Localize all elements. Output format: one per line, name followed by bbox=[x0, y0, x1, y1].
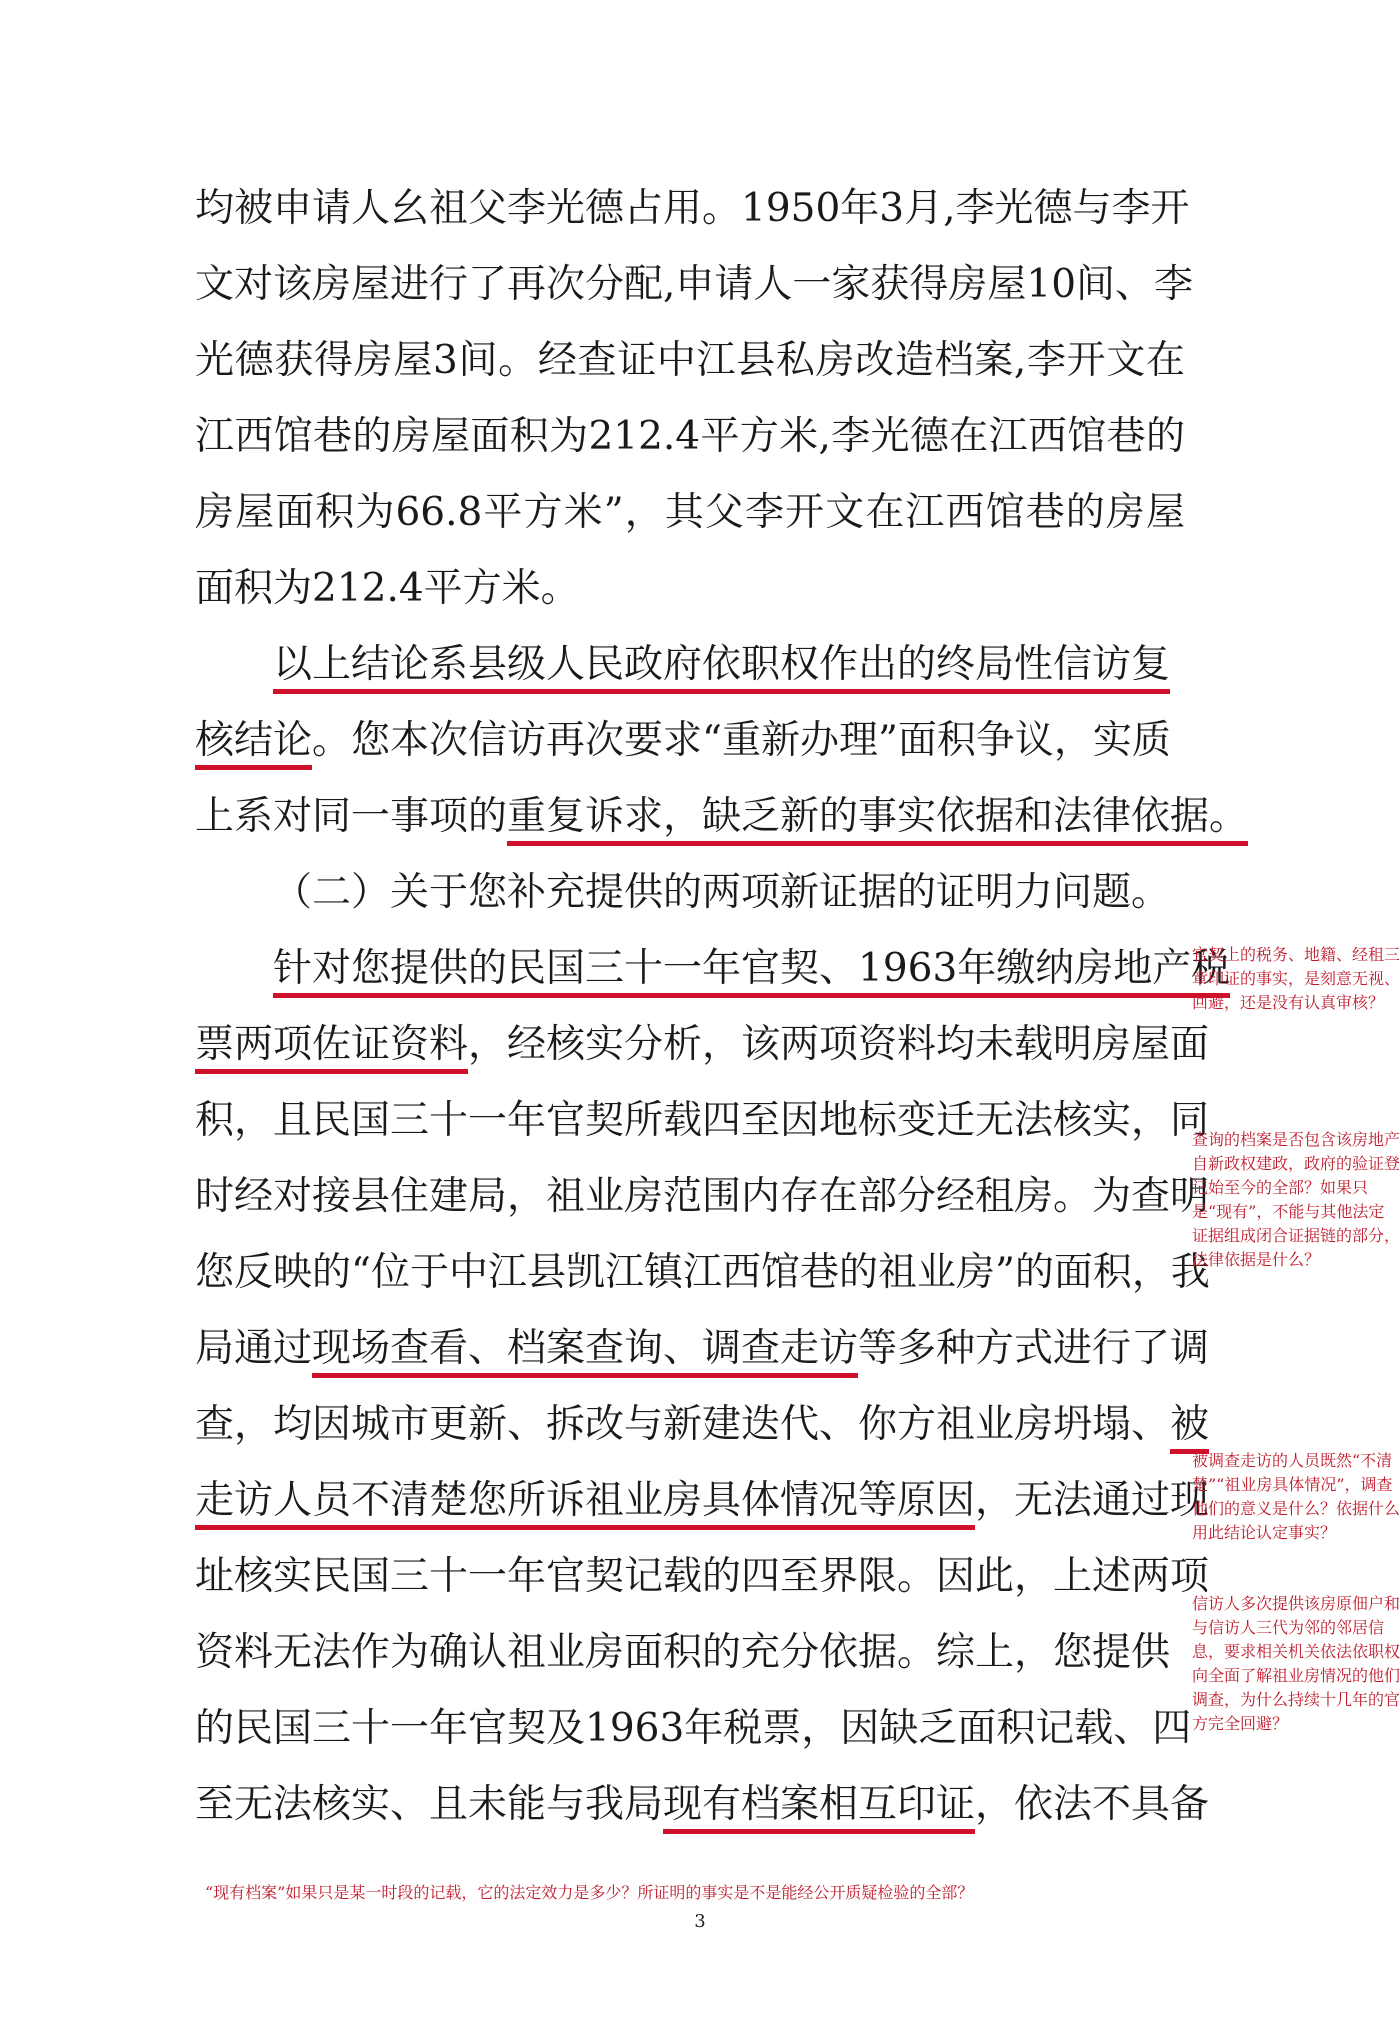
underlined-phrase: 走访人员不清楚您所诉祖业房具体情况等原因 bbox=[195, 1478, 975, 1530]
body-text: 。您本次信访再次要求“重新办理”面积争议，实质 bbox=[312, 718, 1171, 763]
body-line: 房屋面积为66.8平方米”，其父李开文在江西馆巷的房屋 bbox=[195, 490, 1185, 535]
body-line bbox=[195, 1323, 1210, 1375]
body-line bbox=[195, 715, 1185, 767]
body-line bbox=[195, 1019, 1210, 1071]
margin-annotation: 查询的档案是否包含该房地产自新政权建政，政府的验证登记始至今的全部？如果只是“现有”，不能与其他法定证据组成闭合证据链的部分，法律依据是什么？ bbox=[1192, 1130, 1400, 1269]
body-text: 上系对同一事项的 bbox=[195, 794, 508, 839]
body-line bbox=[273, 943, 1231, 995]
body-line bbox=[195, 1475, 1210, 1527]
underlined-phrase: 现场查看、档案查询、调查走访 bbox=[312, 1326, 858, 1378]
body-text: ，经核实分析，该两项资料均未载明房屋面 bbox=[468, 1022, 1210, 1067]
body-line: 光德获得房屋3间。经查证中江县私房改造档案,李开文在 bbox=[195, 338, 1185, 383]
margin-annotation: 被调查走访的人员既然“不清楚”“祖业房具体情况”，调查他们的意义是什么？依据什么用此结论认定事实？ bbox=[1192, 1451, 1400, 1542]
body-line: 时经对接县住建局，祖业房范围内存在部分经租房。为查明 bbox=[195, 1174, 1210, 1219]
body-line: 资料无法作为确认祖业房面积的充分依据。综上，您提供 bbox=[195, 1630, 1171, 1675]
body-line bbox=[195, 1399, 1210, 1451]
underlined-phrase: 重复诉求，缺乏新的事实依据和法律依据。 bbox=[507, 794, 1248, 846]
margin-annotation: 信访人多次提供该房原佃户和与信访人三代为邻的邻居信息，要求相关机关依法依职权向全面了解祖业房情况的他们调查，为什么持续十几年的官方完全回避？ bbox=[1192, 1594, 1400, 1733]
body-text: 至无法核实、且未能与我局 bbox=[195, 1782, 664, 1827]
body-line: 均被申请人幺祖父李光德占用。1950年3月,李光德与李开 bbox=[195, 186, 1190, 231]
underlined-phrase: 针对您提供的民国三十一年官契、1963年缴纳房地产税 bbox=[273, 946, 1230, 998]
body-line: 积，且民国三十一年官契所载四至因地标变迁无法核实，同 bbox=[195, 1098, 1210, 1143]
body-text: ，无法通过现 bbox=[975, 1478, 1210, 1523]
body-text: 查，均因城市更新、拆改与新建迭代、你方祖业房坍塌、 bbox=[195, 1402, 1171, 1447]
body-line bbox=[273, 639, 1173, 691]
body-text: 等多种方式进行了调 bbox=[858, 1326, 1210, 1371]
body-text: 局通过 bbox=[195, 1326, 313, 1371]
underlined-phrase: 票两项佐证资料 bbox=[195, 1022, 468, 1074]
margin-annotation: 官契上的税务、地籍、经租三章印证的事实，是刻意无视、回避，还是没有认真审核？ bbox=[1192, 945, 1400, 1012]
underlined-phrase: 现有档案相互印证 bbox=[663, 1782, 975, 1834]
body-line: 址核实民国三十一年官契记载的四至界限。因此，上述两项 bbox=[195, 1554, 1210, 1599]
underlined-phrase: 被 bbox=[1170, 1402, 1209, 1454]
body-line: 您反映的“位于中江县凯江镇江西馆巷的祖业房”的面积，我 bbox=[195, 1250, 1210, 1295]
footer-annotation: “现有档案”如果只是某一时段的记载，它的法定效力是多少？所证明的事实是不是能经公开质疑检验的全部？ bbox=[205, 1883, 974, 1902]
body-line: 的民国三十一年官契及1963年税票，因缺乏面积记载、四 bbox=[195, 1706, 1192, 1751]
underlined-phrase: 核结论 bbox=[195, 718, 312, 770]
page-number: 3 bbox=[694, 1911, 706, 1932]
section-heading: （二）关于您补充提供的两项新证据的证明力问题。 bbox=[273, 870, 1171, 915]
body-line bbox=[195, 1779, 1210, 1831]
underlined-phrase: 以上结论系县级人民政府依职权作出的终局性信访复 bbox=[273, 642, 1170, 694]
body-line bbox=[195, 791, 1249, 843]
body-text: ，依法不具备 bbox=[975, 1782, 1210, 1827]
body-line: 面积为212.4平方米。 bbox=[195, 566, 580, 611]
body-line: 文对该房屋进行了再次分配,申请人一家获得房屋10间、李 bbox=[195, 262, 1194, 307]
body-line: 江西馆巷的房屋面积为212.4平方米,李光德在江西馆巷的 bbox=[195, 414, 1185, 459]
